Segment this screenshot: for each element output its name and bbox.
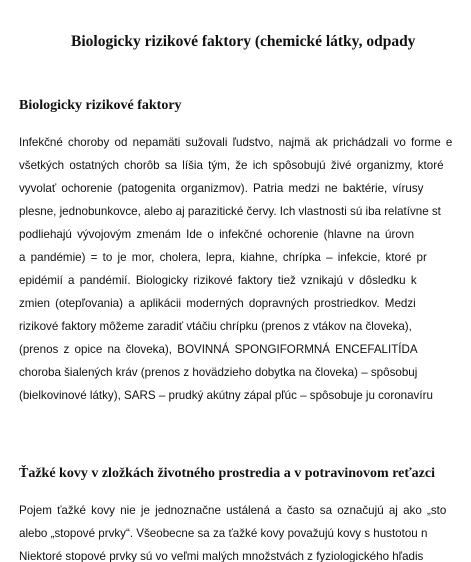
- paragraph-line: vyvolať ochorenie (patogenita organizmov). Patria medzi ne baktérie, vírusy: [19, 182, 424, 195]
- paragraph-line: zmien (otepľovania) a aplikácii moderných dopravných prostriedkov. Medzi: [19, 297, 416, 310]
- paragraph-line: choroba šialených kráv (prenos z hovädzieho dobytka na človeka) – spôsobuj: [19, 366, 418, 379]
- paragraph-line: Niektoré stopové prvky sú vo veľmi malých množstvách z fyziologického hľadis: [19, 550, 424, 562]
- paragraph-line: rizikové faktory môžeme zaradiť vtáčiu chrípku (prenos z vtákov na človeka),: [19, 320, 412, 333]
- paragraph-line: podliehajú vývojovým zmenám Ide o infekčné ochorenie (hlavne na úrovn: [19, 228, 415, 241]
- paragraph-line: Infekčné choroby od nepamäti sužovali ľudstvo, najmä ak prichádzali vo forme e: [19, 136, 453, 149]
- paragraph-line: plesne, jednobunkovce, alebo aj parazitické červy. Ich vlastnosti sú iba relatívne st: [19, 205, 441, 218]
- paragraph-line: a pandémie) = to je mor, cholera, lepra, kiahne, chrípka – infekcie, ktoré pr: [19, 251, 427, 264]
- paragraph-line: (prenos z opice na človeka), BOVINNÁ SPONGIFORMNÁ ENCEFALITÍDA: [19, 343, 418, 356]
- document-title: Biologicky rizikové faktory (chemické látky, odpady: [71, 33, 416, 50]
- section-heading-biological-risks: Biologicky rizikové faktory: [19, 98, 182, 113]
- paragraph-line: epidémií a pandémií. Biologicky rizikové faktory tiež vznikajú v dôsledku k: [19, 274, 417, 287]
- paragraph-line: Pojem ťažké kovy nie je jednoznačne ustálená a často sa označujú aj ako „sto: [19, 504, 447, 517]
- paragraph-line: (bielkovinové látky), SARS – prudký akútny zápal pľúc – spôsobuje ju coronavíru: [19, 389, 433, 402]
- paragraph-line: alebo „stopové prvky“. Všeobecne sa za ťažké kovy považujú kovy s hustotou n: [19, 527, 428, 540]
- section-heading-heavy-metals: Ťažké kovy v zložkách životného prostredia a v potravinovom reťazci: [19, 466, 435, 481]
- paragraph-line: všetkých ostatných chorôb sa líšia tým, že ich spôsobujú živé organizmy, ktoré: [19, 159, 444, 172]
